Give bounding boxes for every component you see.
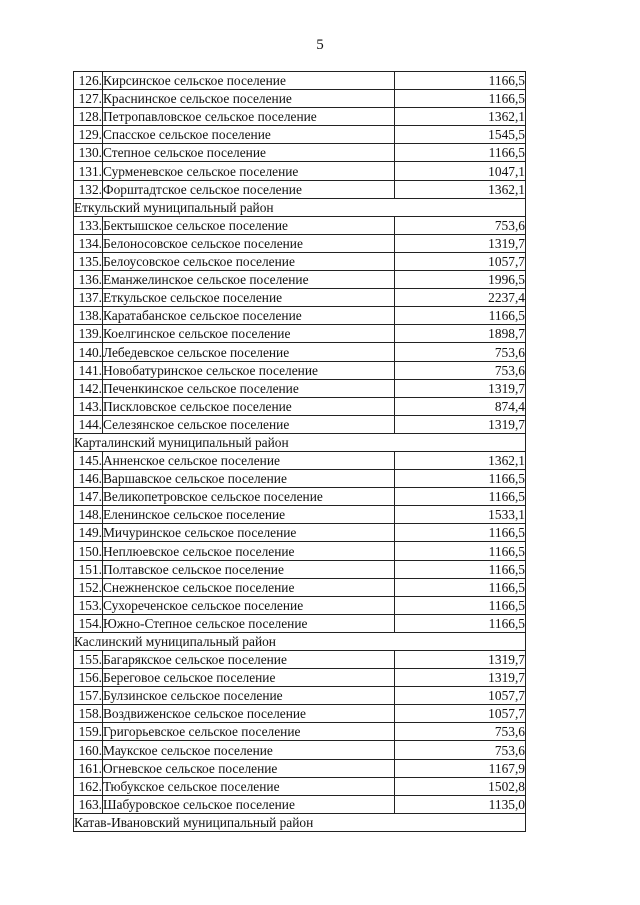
settlement-name: Лебедевское сельское поселение <box>103 343 395 361</box>
allocation-value: 1135,0 <box>395 795 526 813</box>
table-row <box>74 90 526 108</box>
page-number: 5 <box>316 37 324 53</box>
allocation-value: 1166,5 <box>395 307 526 325</box>
row-number: 163. <box>74 795 103 813</box>
allocation-value: 1166,5 <box>395 524 526 542</box>
row-number: 134. <box>74 234 103 252</box>
row-number: 157. <box>74 687 103 705</box>
district-name: Еткульский муниципальный район <box>74 198 526 216</box>
allocation-value: 1166,5 <box>395 470 526 488</box>
settlement-name: Багарякское сельское поселение <box>103 651 395 669</box>
settlement-name: Тюбукское сельское поселение <box>103 777 395 795</box>
table-row <box>74 343 526 361</box>
allocation-value: 1166,5 <box>395 488 526 506</box>
row-number: 150. <box>74 542 103 560</box>
settlement-name: Маукское сельское поселение <box>103 741 395 759</box>
settlement-name: Белоусовское сельское поселение <box>103 252 395 270</box>
allocation-value: 753,6 <box>395 343 526 361</box>
table-row <box>74 777 526 795</box>
row-number: 142. <box>74 379 103 397</box>
allocation-value: 1166,5 <box>395 144 526 162</box>
allocation-value: 1166,5 <box>395 596 526 614</box>
settlement-name: Снежненское сельское поселение <box>103 578 395 596</box>
row-number: 139. <box>74 325 103 343</box>
allocation-table <box>73 71 526 832</box>
allocation-value: 753,6 <box>395 741 526 759</box>
allocation-value: 1167,9 <box>395 759 526 777</box>
row-number: 145. <box>74 451 103 469</box>
settlement-name: Селезянское сельское поселение <box>103 415 395 433</box>
table-row <box>74 180 526 198</box>
settlement-name: Пискловское сельское поселение <box>103 397 395 415</box>
table-row <box>74 451 526 469</box>
settlement-name: Форштадтское сельское поселение <box>103 180 395 198</box>
row-number: 156. <box>74 669 103 687</box>
settlement-name: Каратабанское сельское поселение <box>103 307 395 325</box>
row-number: 148. <box>74 506 103 524</box>
row-number: 153. <box>74 596 103 614</box>
row-number: 138. <box>74 307 103 325</box>
district-header-row <box>74 198 526 216</box>
settlement-name: Краснинское сельское поселение <box>103 90 395 108</box>
table-row <box>74 578 526 596</box>
allocation-value: 1319,7 <box>395 379 526 397</box>
row-number: 144. <box>74 415 103 433</box>
settlement-name: Сурменевское сельское поселение <box>103 162 395 180</box>
table-row <box>74 651 526 669</box>
table-row <box>74 542 526 560</box>
row-number: 130. <box>74 144 103 162</box>
settlement-name: Еманжелинское сельское поселение <box>103 271 395 289</box>
allocation-value: 1166,5 <box>395 542 526 560</box>
settlement-name: Великопетровское сельское поселение <box>103 488 395 506</box>
allocation-value: 1362,1 <box>395 180 526 198</box>
table-row <box>74 361 526 379</box>
settlement-name: Печенкинское сельское поселение <box>103 379 395 397</box>
row-number: 160. <box>74 741 103 759</box>
table-row <box>74 415 526 433</box>
row-number: 128. <box>74 108 103 126</box>
allocation-value: 1057,7 <box>395 705 526 723</box>
table-row <box>74 560 526 578</box>
table-row <box>74 506 526 524</box>
district-name: Каслинский муниципальный район <box>74 632 526 650</box>
table-row <box>74 126 526 144</box>
table-row <box>74 325 526 343</box>
table-row <box>74 72 526 90</box>
row-number: 133. <box>74 216 103 234</box>
settlement-name: Полтавское сельское поселение <box>103 560 395 578</box>
row-number: 151. <box>74 560 103 578</box>
row-number: 152. <box>74 578 103 596</box>
table-row <box>74 741 526 759</box>
table-row <box>74 252 526 270</box>
allocation-value: 1533,1 <box>395 506 526 524</box>
allocation-value: 874,4 <box>395 397 526 415</box>
allocation-value: 753,6 <box>395 216 526 234</box>
table-row <box>74 795 526 813</box>
settlement-name: Анненское сельское поселение <box>103 451 395 469</box>
allocation-value: 1362,1 <box>395 451 526 469</box>
table-row <box>74 759 526 777</box>
row-number: 126. <box>74 72 103 90</box>
settlement-name: Новобатуринское сельское поселение <box>103 361 395 379</box>
district-name: Карталинский муниципальный район <box>74 433 526 451</box>
row-number: 135. <box>74 252 103 270</box>
table-row <box>74 289 526 307</box>
allocation-value: 1362,1 <box>395 108 526 126</box>
allocation-value: 1047,1 <box>395 162 526 180</box>
settlement-name: Григорьевское сельское поселение <box>103 723 395 741</box>
allocation-value: 1996,5 <box>395 271 526 289</box>
settlement-name: Воздвиженское сельское поселение <box>103 705 395 723</box>
row-number: 131. <box>74 162 103 180</box>
settlement-name: Неплюевское сельское поселение <box>103 542 395 560</box>
table-row <box>74 723 526 741</box>
settlement-name: Сухореченское сельское поселение <box>103 596 395 614</box>
settlement-name: Еткульское сельское поселение <box>103 289 395 307</box>
table-row <box>74 144 526 162</box>
district-header-row <box>74 433 526 451</box>
district-header-row <box>74 813 526 831</box>
table-row <box>74 614 526 632</box>
district-name: Катав-Ивановский муниципальный район <box>74 813 526 831</box>
row-number: 158. <box>74 705 103 723</box>
row-number: 136. <box>74 271 103 289</box>
allocation-value: 1502,8 <box>395 777 526 795</box>
table-row <box>74 271 526 289</box>
allocation-value: 1319,7 <box>395 669 526 687</box>
allocation-value: 1319,7 <box>395 415 526 433</box>
allocation-value: 1319,7 <box>395 651 526 669</box>
settlement-name: Мичуринское сельское поселение <box>103 524 395 542</box>
row-number: 137. <box>74 289 103 307</box>
row-number: 154. <box>74 614 103 632</box>
table-row <box>74 524 526 542</box>
settlement-name: Степное сельское поселение <box>103 144 395 162</box>
table-row <box>74 705 526 723</box>
settlement-name: Спасское сельское поселение <box>103 126 395 144</box>
table-row <box>74 488 526 506</box>
allocation-value: 1057,7 <box>395 252 526 270</box>
table-row <box>74 307 526 325</box>
settlement-name: Варшавское сельское поселение <box>103 470 395 488</box>
table-row <box>74 687 526 705</box>
settlement-name: Булзинское сельское поселение <box>103 687 395 705</box>
row-number: 159. <box>74 723 103 741</box>
allocation-value: 1166,5 <box>395 72 526 90</box>
allocation-value: 1166,5 <box>395 90 526 108</box>
row-number: 161. <box>74 759 103 777</box>
row-number: 132. <box>74 180 103 198</box>
allocation-value: 1898,7 <box>395 325 526 343</box>
row-number: 141. <box>74 361 103 379</box>
settlement-name: Белоносовское сельское поселение <box>103 234 395 252</box>
settlement-name: Южно-Степное сельское поселение <box>103 614 395 632</box>
allocation-value: 1166,5 <box>395 578 526 596</box>
allocation-value: 1319,7 <box>395 234 526 252</box>
row-number: 147. <box>74 488 103 506</box>
row-number: 162. <box>74 777 103 795</box>
settlement-name: Шабуровское сельское поселение <box>103 795 395 813</box>
settlement-name: Петропавловское сельское поселение <box>103 108 395 126</box>
table-row <box>74 397 526 415</box>
allocation-value: 753,6 <box>395 723 526 741</box>
settlement-name: Бектышское сельское поселение <box>103 216 395 234</box>
allocation-value: 2237,4 <box>395 289 526 307</box>
table-row <box>74 162 526 180</box>
settlement-name: Еленинское сельское поселение <box>103 506 395 524</box>
settlement-name: Береговое сельское поселение <box>103 669 395 687</box>
table-body <box>74 72 526 832</box>
allocation-value: 1166,5 <box>395 560 526 578</box>
table-row <box>74 596 526 614</box>
allocation-value: 753,6 <box>395 361 526 379</box>
settlement-name: Огневское сельское поселение <box>103 759 395 777</box>
table-row <box>74 470 526 488</box>
row-number: 143. <box>74 397 103 415</box>
settlement-name: Кирсинское сельское поселение <box>103 72 395 90</box>
row-number: 149. <box>74 524 103 542</box>
row-number: 127. <box>74 90 103 108</box>
row-number: 140. <box>74 343 103 361</box>
row-number: 155. <box>74 651 103 669</box>
allocation-value: 1057,7 <box>395 687 526 705</box>
table-row <box>74 108 526 126</box>
district-header-row <box>74 632 526 650</box>
row-number: 129. <box>74 126 103 144</box>
allocation-value: 1166,5 <box>395 614 526 632</box>
settlement-name: Коелгинское сельское поселение <box>103 325 395 343</box>
table-row <box>74 669 526 687</box>
allocation-value: 1545,5 <box>395 126 526 144</box>
table-row <box>74 234 526 252</box>
table-row <box>74 379 526 397</box>
table-row <box>74 216 526 234</box>
row-number: 146. <box>74 470 103 488</box>
